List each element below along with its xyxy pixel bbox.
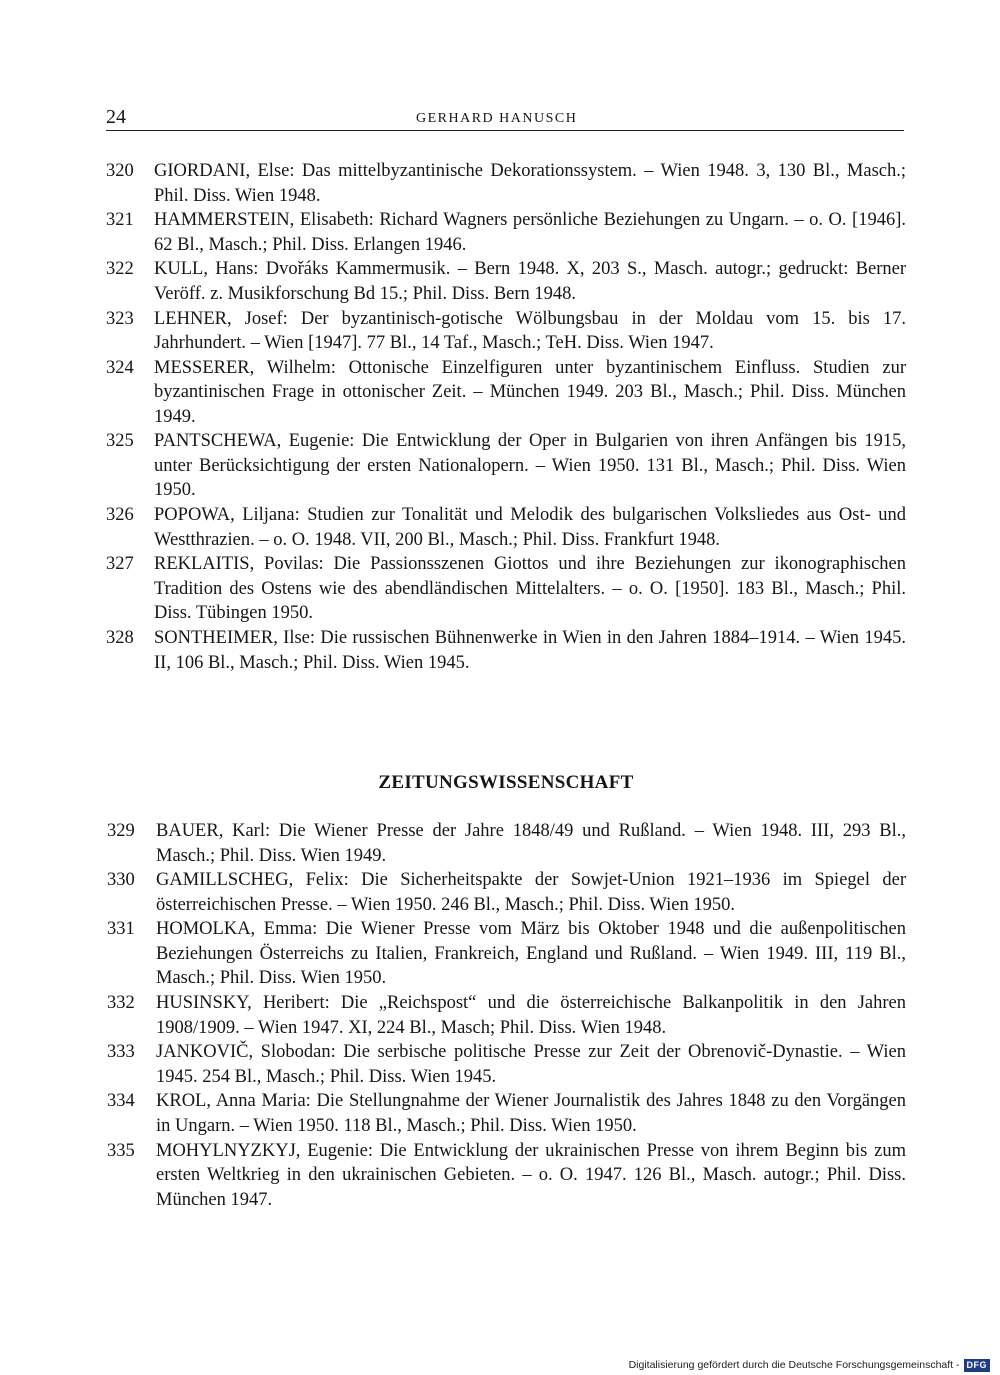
entry [106, 1139, 906, 1213]
bibliography-list-1 [106, 159, 906, 675]
entry-number: 327 [106, 554, 134, 575]
entry-number: 330 [107, 870, 135, 891]
entry [106, 208, 906, 257]
entry-text: MESSERER, Wilhelm: Ottonische Einzelfiguren unter byzantinischem Einfluss. Studien zur byzantinischen Frage in ottonischer Zeit. – München 1949. 203 Bl., Masch.; Phil. Diss. München 1949. [154, 357, 906, 427]
entry-number: 331 [107, 919, 135, 940]
entry-number: 332 [107, 993, 135, 1014]
entry-number: 320 [106, 161, 134, 181]
entry-text: JANKOVIČ, Slobodan: Die serbische politische Presse zur Zeit der Obrenovič-Dynastie. – Wien 1945. 254 Bl., Masch.; Phil. Diss. Wien 1945. [156, 1042, 906, 1087]
entry [106, 1089, 906, 1138]
entry-text: REKLAITIS, Povilas: Die Passionsszenen Giottos und ihre Beziehungen zur ikonographischen Tradition des Ostens wie des abendländischen Mittelalters. – o. O. [1950]. 183 Bl., Masch.; Phil. Diss. Tübingen 1950. [154, 554, 906, 624]
entry-text: KULL, Hans: Dvořáks Kammermusik. – Bern 1948. X, 203 S., Masch. autogr.; gedruckt: Berner Veröff. z. Musikforschung Bd 15.; Phil. Diss. Bern 1948. [154, 259, 906, 304]
entry [106, 356, 906, 430]
entry [106, 503, 906, 552]
entry-text: MOHYLNYZKYJ, Eugenie: Die Entwicklung der ukrainischen Presse von ihrem Beginn bis zum ersten Weltkrieg in den ukrainischen Gebieten. – o. O. 1947. 126 Bl., Masch. autogr.; Phil. Diss. München 1947. [156, 1140, 906, 1210]
entry-number: 323 [106, 308, 134, 329]
entry-text: GAMILLSCHEG, Felix: Die Sicherheitspakte der Sowjet-Union 1921–1936 im Spiegel der österreichischen Presse. – Wien 1950. 246 Bl., Masch.; Phil. Diss. Wien 1950. [156, 870, 906, 915]
entry-text: HOMOLKA, Emma: Die Wiener Presse vom März bis Oktober 1948 und die außenpolitischen Beziehungen Österreichs zu Italien, Frankreich, England und Rußland. – Wien 1949. III, 119 Bl., Masch.; Phil. Diss. Wien 1950. [156, 919, 906, 989]
entry [106, 626, 906, 675]
entry-number: 328 [106, 628, 134, 648]
entry-number: 333 [107, 1042, 135, 1063]
page-header [106, 104, 904, 130]
entry [106, 917, 906, 991]
header-rule [106, 130, 904, 131]
bibliography-list-2 [106, 819, 906, 1212]
entry-number: 321 [106, 210, 134, 231]
dfg-logo: DFG [964, 1359, 991, 1372]
entry-text: LEHNER, Josef: Der byzantinisch-gotische Wölbungsbau in der Moldau vom 15. bis 17. Jahrhundert. – Wien [1947]. 77 Bl., 14 Taf., Masch.; TeH. Diss. Wien 1947. [154, 308, 906, 354]
entry [106, 552, 906, 626]
entry-number: 325 [106, 431, 134, 452]
entry-text: BAUER, Karl: Die Wiener Presse der Jahre 1848/49 und Rußland. – Wien 1948. III, 293 Bl., Masch.; Phil. Diss. Wien 1949. [156, 821, 906, 866]
entry [106, 429, 906, 503]
entry [106, 307, 906, 356]
entry-number: 335 [107, 1140, 135, 1161]
entry [106, 159, 906, 208]
entry [106, 257, 906, 306]
running-title: GERHARD HANUSCH [416, 111, 578, 126]
entry-text: POPOWA, Liljana: Studien zur Tonalität und Melodik des bulgarischen Volksliedes aus Ost- und Westthrazien. – o. O. 1948. VII, 200 Bl., Masch.; Phil. Diss. Frankfurt 1948. [154, 505, 906, 550]
entry [106, 1040, 906, 1089]
entry-number: 324 [106, 357, 134, 378]
footer-text: Digitalisierung gefördert durch die Deutsche Forschungsgemeinschaft - [628, 1359, 960, 1371]
entry [106, 868, 906, 917]
entry-text: PANTSCHEWA, Eugenie: Die Entwicklung der Oper in Bulgarien von ihren Anfängen bis 1915, unter Berücksichtigung der ersten Nationalopern. – Wien 1950. 131 Bl., Masch.; Phil. Diss. Wien 1950. [154, 431, 906, 501]
entry-number: 334 [107, 1091, 135, 1112]
page-number: 24 [106, 106, 126, 128]
entry-text: HAMMERSTEIN, Elisabeth: Richard Wagners persönliche Beziehungen zu Ungarn. – o. O. [1946]. 62 Bl., Masch.; Phil. Diss. Erlangen 1946. [154, 210, 906, 255]
entry [106, 991, 906, 1040]
section-heading: ZEITUNGSWISSENSCHAFT [378, 772, 634, 793]
entry-text: GIORDANI, Else: Das mittelbyzantinische Dekorationssystem. – Wien 1948. 3, 130 Bl., Masch.; Phil. Diss. Wien 1948. [154, 161, 906, 206]
entry [106, 819, 906, 868]
entry-number: 329 [107, 821, 135, 841]
entry-text: KROL, Anna Maria: Die Stellungnahme der Wiener Journalistik des Jahres 1848 zu den Vorgängen in Ungarn. – Wien 1950. 118 Bl., Masch.; Phil. Diss. Wien 1950. [156, 1091, 906, 1136]
entry-number: 326 [106, 505, 134, 526]
entry-text: SONTHEIMER, Ilse: Die russischen Bühnenwerke in Wien in den Jahren 1884–1914. – Wien 1945. II, 106 Bl., Masch.; Phil. Diss. Wien 1945. [154, 628, 906, 673]
entry-text: HUSINSKY, Heribert: Die „Reichspost“ und die österreichische Balkanpolitik in den Jahren 1908/1909. – Wien 1947. XI, 224 Bl., Masch; Phil. Diss. Wien 1948. [156, 993, 906, 1038]
digitization-footer [629, 1358, 990, 1372]
entry-number: 322 [106, 259, 134, 280]
